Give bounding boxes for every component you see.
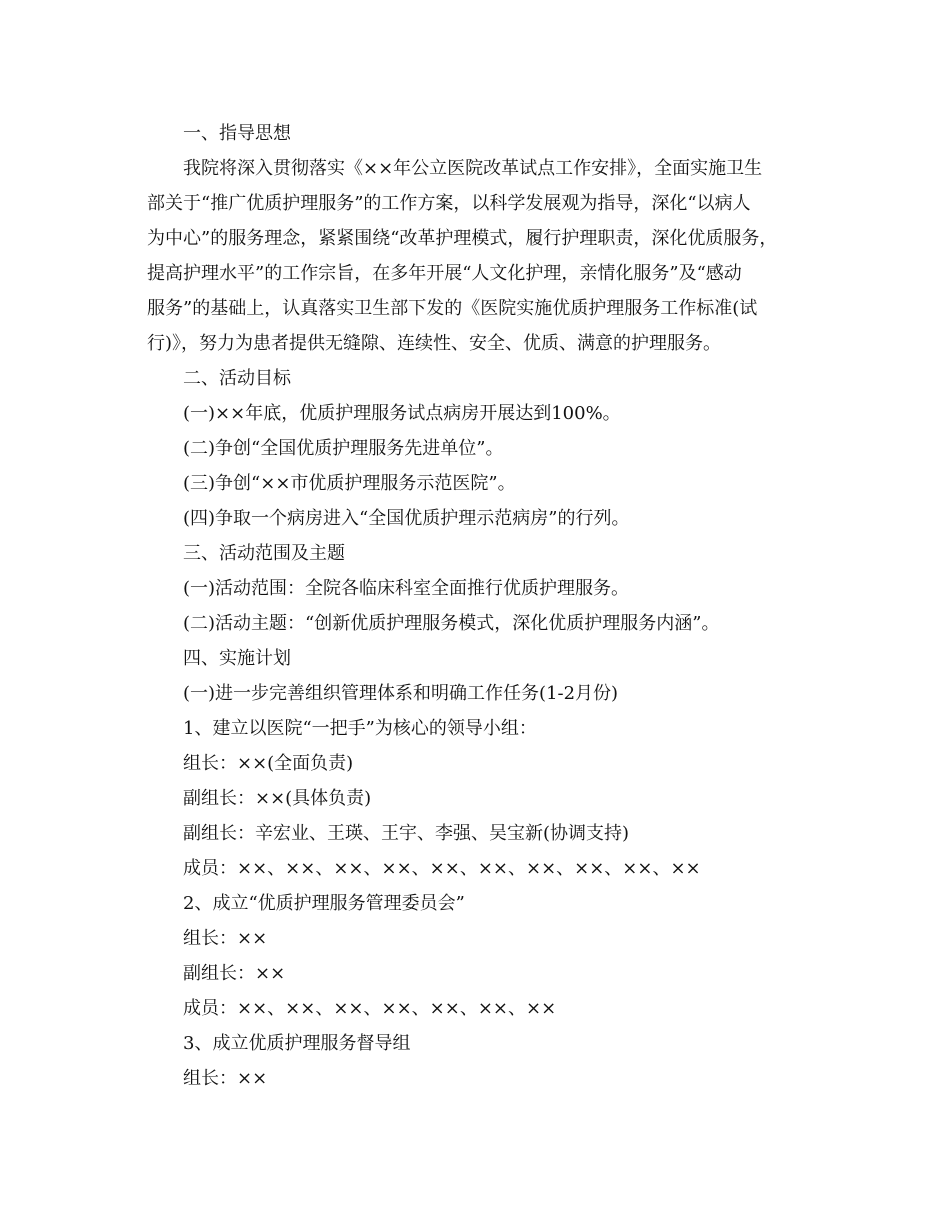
paragraph-line: 我院将深入贯彻落实《××年公立医院改革试点工作安排》，全面实施卫生: [183, 158, 763, 179]
plan-line: 2、成立“优质护理服务管理委员会”: [183, 893, 465, 914]
plan-line: (一)进一步完善组织管理体系和明确工作任务(1-2月份): [183, 683, 619, 704]
section-heading-guiding-ideology: 一、指导思想: [183, 123, 291, 144]
goal-item: (三)争创“××市优质护理服务示范医院”。: [183, 473, 516, 494]
plan-line: 组长：××(全面负责): [183, 753, 354, 774]
section-heading-implementation-plan: 四、实施计划: [183, 648, 291, 669]
paragraph-line: 部关于“推广优质护理服务”的工作方案，以科学发展观为指导，深化“以病人: [147, 193, 751, 214]
plan-line: 副组长：××: [183, 963, 286, 984]
section-heading-activity-goals: 二、活动目标: [183, 368, 291, 389]
plan-line: 副组长：辛宏业、王瑛、王宇、李强、吴宝新(协调支持): [183, 823, 630, 844]
paragraph-line: 为中心”的服务理念，紧紧围绕“改革护理模式，履行护理职责，深化优质服务，: [147, 228, 778, 249]
goal-item: (四)争取一个病房进入“全国优质护理示范病房”的行列。: [183, 508, 630, 529]
section-heading-scope-and-theme: 三、活动范围及主题: [183, 543, 345, 564]
plan-line: 组长：××: [183, 928, 268, 949]
paragraph-line: 服务”的基础上，认真落实卫生部下发的《医院实施优质护理服务工作标准(试: [147, 298, 758, 319]
scope-item: (一)活动范围：全院各临床科室全面推行优质护理服务。: [183, 578, 630, 599]
plan-line: 副组长：××(具体负责): [183, 788, 372, 809]
goal-item: (二)争创“全国优质护理服务先进单位”。: [183, 438, 504, 459]
plan-line: 3、成立优质护理服务督导组: [183, 1033, 411, 1054]
goal-item: (一)××年底，优质护理服务试点病房开展达到100%。: [183, 403, 621, 424]
document-body: [147, 116, 807, 1096]
guiding-ideology-paragraph: [147, 151, 807, 361]
paragraph-line: 行)》，努力为患者提供无缝隙、连续性、安全、优质、满意的护理服务。: [147, 333, 722, 354]
plan-line: 成员：××、××、××、××、××、××、××、××、××、××: [183, 858, 701, 879]
plan-line: 成员：××、××、××、××、××、××、××: [183, 998, 557, 1019]
scope-item: (二)活动主题：“创新优质护理服务模式，深化优质护理服务内涵”。: [183, 613, 720, 634]
paragraph-line: 提高护理水平”的工作宗旨，在多年开展“人文化护理，亲情化服务”及“感动: [147, 263, 742, 284]
plan-line: 组长：××: [183, 1068, 268, 1089]
plan-line: 1、建立以医院“一把手”为核心的领导小组：: [183, 718, 537, 739]
